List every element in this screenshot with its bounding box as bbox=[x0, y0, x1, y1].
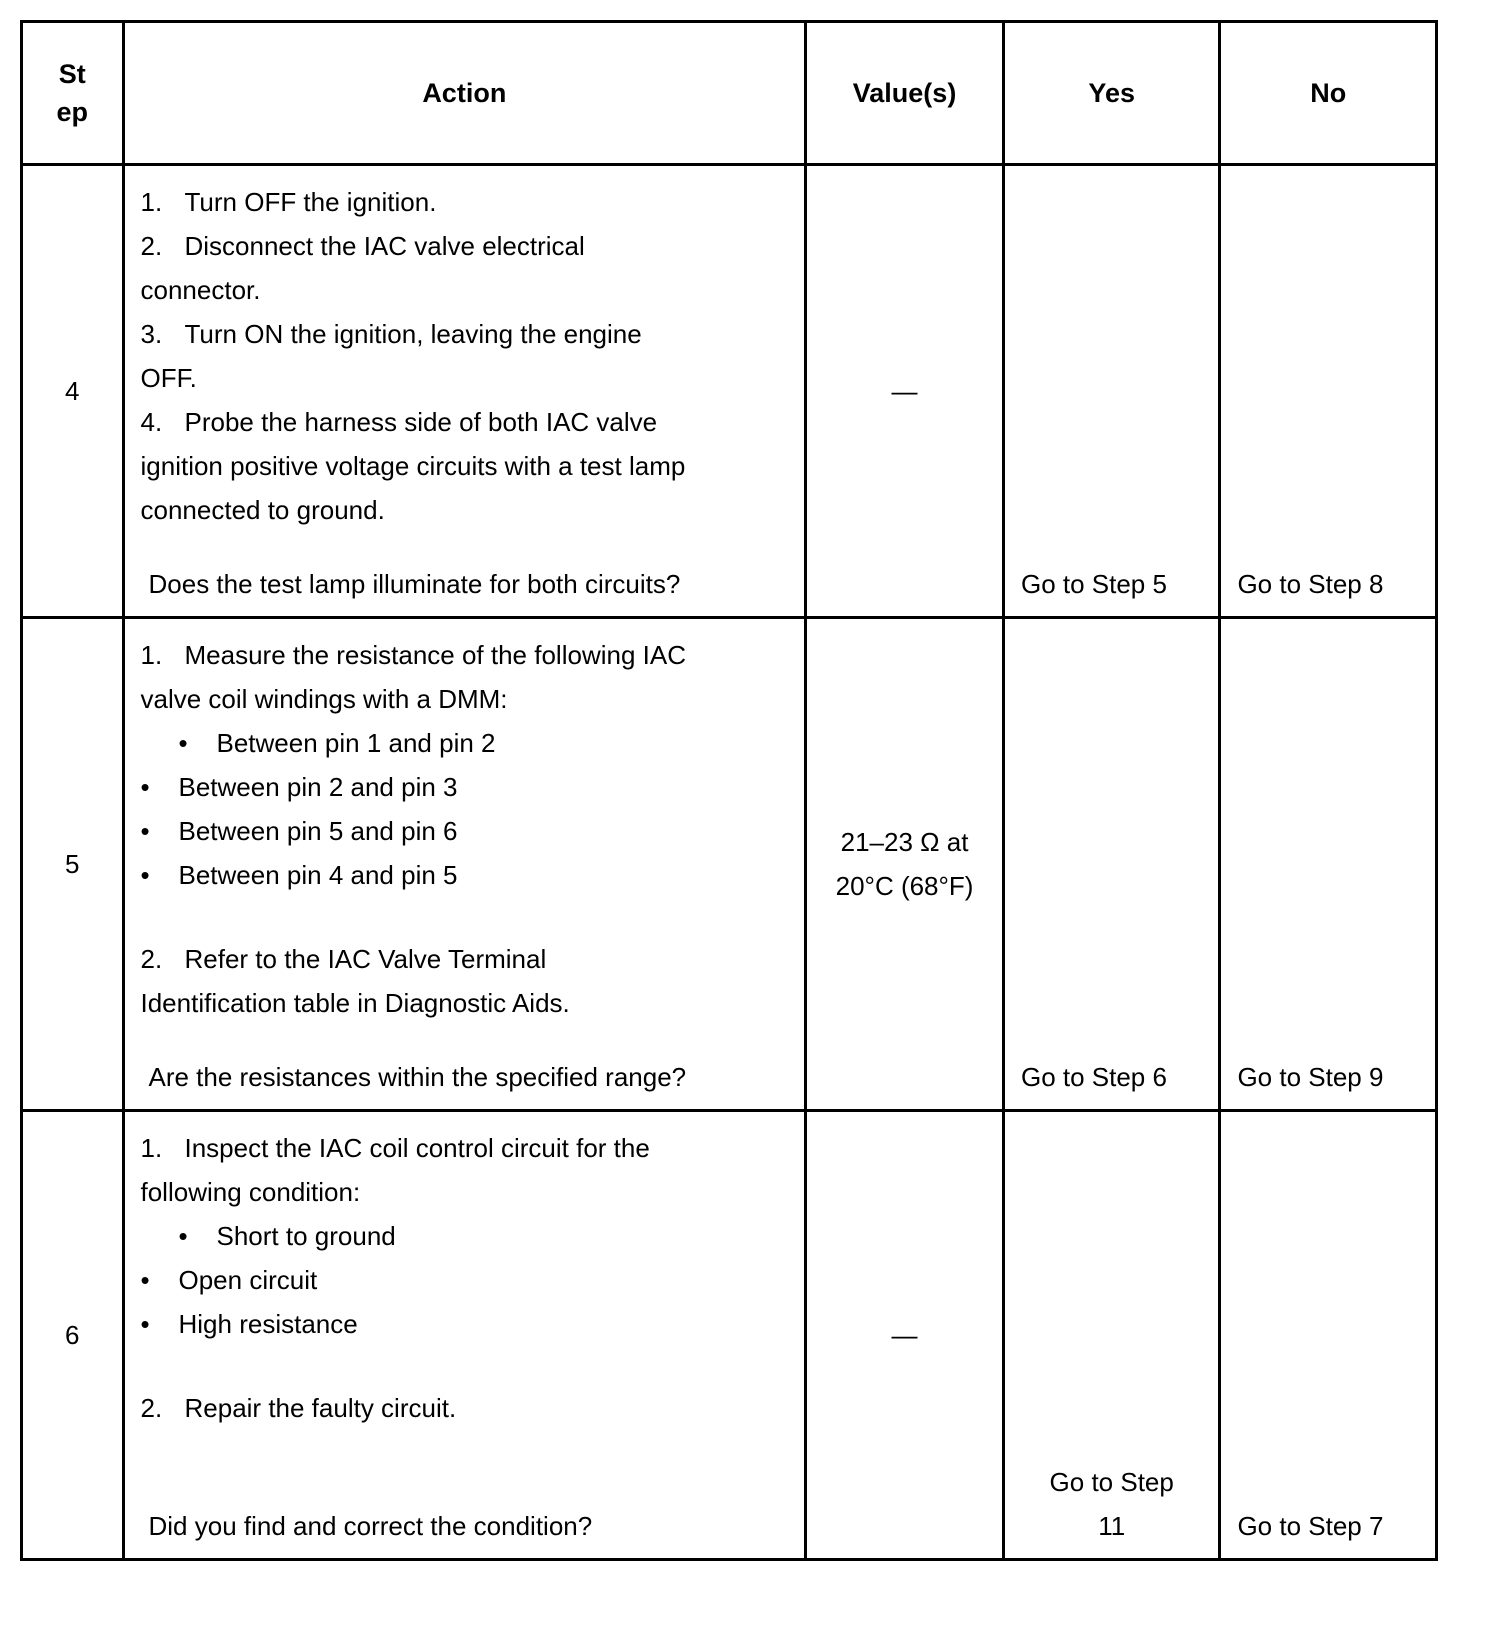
action-line: valve coil windings with a DMM: bbox=[140, 684, 508, 714]
diagnostic-table bbox=[20, 20, 1438, 1561]
no-result: Go to Step 9 bbox=[1237, 1062, 1384, 1092]
bullet-item: • Between pin 2 and pin 3 bbox=[140, 772, 458, 802]
action-line: following condition: bbox=[140, 1177, 361, 1207]
action-line: 4. Probe the harness side of both IAC valve bbox=[140, 407, 658, 437]
action-line: connector. bbox=[140, 275, 261, 305]
yes-cell bbox=[1003, 165, 1219, 618]
action-line: 2. Refer to the IAC Valve Terminal bbox=[140, 944, 547, 974]
no-cell bbox=[1220, 1111, 1437, 1560]
action-line: connected to ground. bbox=[140, 495, 385, 525]
header-values: Value(s) bbox=[806, 22, 1004, 165]
bullet-item: • Between pin 4 and pin 5 bbox=[140, 860, 458, 890]
header-step: St ep bbox=[22, 22, 124, 165]
yes-result: Go to Step 6 bbox=[1020, 1062, 1167, 1092]
bullet-item: • Open circuit bbox=[140, 1265, 318, 1295]
step-number: 6 bbox=[22, 1111, 124, 1560]
action-line: 2. Repair the faulty circuit. bbox=[140, 1393, 457, 1423]
header-no: No bbox=[1220, 22, 1437, 165]
no-cell bbox=[1220, 165, 1437, 618]
action-cell bbox=[123, 618, 806, 1111]
no-result: Go to Step 7 bbox=[1237, 1511, 1384, 1541]
action-line: ignition positive voltage circuits with a test lamp bbox=[140, 451, 686, 481]
action-line: 1. Inspect the IAC coil control circuit for the bbox=[140, 1133, 650, 1163]
action-cell bbox=[123, 1111, 806, 1560]
bullet-item: • Short to ground bbox=[178, 1221, 396, 1251]
yes-cell bbox=[1003, 1111, 1219, 1560]
yes-result: Go to Step 5 bbox=[1020, 569, 1167, 599]
action-line: Identification table in Diagnostic Aids. bbox=[140, 988, 570, 1018]
action-line: 3. Turn ON the ignition, leaving the engine bbox=[140, 319, 642, 349]
yes-result: Go to Step 11 bbox=[1049, 1467, 1174, 1541]
bullet-item: • High resistance bbox=[140, 1309, 358, 1339]
table-row bbox=[22, 165, 1437, 618]
action-cell bbox=[123, 165, 806, 618]
value-cell bbox=[806, 618, 1004, 1111]
step-number: 5 bbox=[22, 618, 124, 1111]
question-text: Are the resistances within the specified range? bbox=[148, 1062, 687, 1092]
question-text: Did you find and correct the condition? bbox=[148, 1511, 593, 1541]
bullet-item: • Between pin 5 and pin 6 bbox=[140, 816, 458, 846]
no-cell bbox=[1220, 618, 1437, 1111]
header-yes: Yes bbox=[1003, 22, 1219, 165]
value-line: 21–23 Ω at bbox=[840, 827, 969, 857]
bullet-item: • Between pin 1 and pin 2 bbox=[178, 728, 496, 758]
no-result: Go to Step 8 bbox=[1237, 569, 1384, 599]
value-line: 20°C (68°F) bbox=[835, 871, 974, 901]
table-row bbox=[22, 618, 1437, 1111]
value-cell: — bbox=[806, 1111, 1004, 1560]
action-line: OFF. bbox=[140, 363, 197, 393]
header-row bbox=[22, 22, 1437, 165]
action-line: 1. Measure the resistance of the following IAC bbox=[140, 640, 686, 670]
question-text: Does the test lamp illuminate for both circuits? bbox=[148, 569, 681, 599]
yes-cell bbox=[1003, 618, 1219, 1111]
action-line: 1. Turn OFF the ignition. bbox=[140, 187, 437, 217]
value-cell: — bbox=[806, 165, 1004, 618]
table-row bbox=[22, 1111, 1437, 1560]
action-line: 2. Disconnect the IAC valve electrical bbox=[140, 231, 585, 261]
step-number: 4 bbox=[22, 165, 124, 618]
header-action: Action bbox=[123, 22, 806, 165]
